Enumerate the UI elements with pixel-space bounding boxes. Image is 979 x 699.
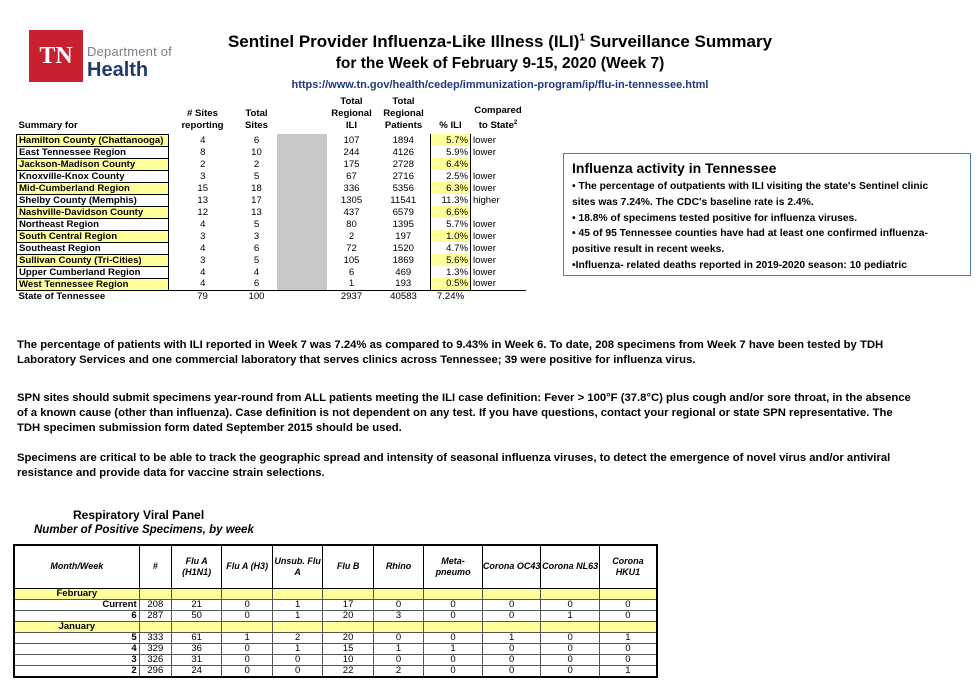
info-line: positive result in recent weeks. bbox=[572, 244, 725, 256]
rvp-month-blank bbox=[222, 588, 272, 599]
rvp-value-cell: 20 bbox=[323, 632, 373, 643]
rvp-month-blank bbox=[373, 588, 423, 599]
pct-ili: 6.3% bbox=[431, 182, 471, 194]
rvp-month-label: February bbox=[14, 588, 139, 599]
rvp-value-cell: 0 bbox=[541, 599, 600, 610]
tn-logo-mark: TN bbox=[29, 30, 83, 82]
total-sites: 5 bbox=[253, 170, 260, 182]
rvp-month-blank bbox=[323, 621, 373, 632]
rvp-week-label: Current bbox=[14, 599, 139, 610]
sites-reporting: 4 bbox=[200, 278, 206, 290]
rvp-value-cell: 10 bbox=[323, 654, 373, 665]
logo-health-text: Health bbox=[87, 59, 149, 81]
pct-ili: 1.0% bbox=[431, 230, 471, 242]
rvp-month-blank bbox=[171, 621, 221, 632]
gray-cell bbox=[277, 206, 327, 218]
pct-ili: 6.6% bbox=[431, 206, 471, 218]
regional-ili: 72 bbox=[346, 242, 357, 254]
region-name: West Tennessee Region bbox=[17, 278, 169, 290]
rvp-column-header: Corona OC43 bbox=[482, 545, 541, 588]
region-name: Shelby County (Memphis) bbox=[17, 194, 169, 206]
rvp-title: Respiratory Viral Panel bbox=[73, 508, 205, 522]
sites-reporting: 8 bbox=[200, 146, 206, 158]
rvp-month-row bbox=[14, 588, 657, 599]
tn-health-logo bbox=[29, 30, 189, 82]
regional-ili: 6 bbox=[348, 266, 355, 278]
rvp-value-cell: 1 bbox=[599, 665, 657, 677]
regional-patients: 1869 bbox=[392, 254, 414, 266]
pct-ili: 11.3% bbox=[431, 194, 471, 206]
rvp-value-cell: 22 bbox=[323, 665, 373, 677]
summary-row bbox=[17, 218, 526, 230]
sites-reporting: 4 bbox=[200, 242, 206, 254]
rvp-column-header: Month/Week bbox=[14, 545, 139, 588]
rvp-value-cell: 0 bbox=[541, 643, 600, 654]
rvp-value-cell: 61 bbox=[171, 632, 221, 643]
gray-cell bbox=[277, 158, 327, 170]
gray-cell bbox=[277, 242, 327, 254]
header-sites-reporting: # Sites reporting bbox=[181, 108, 224, 131]
ili-summary-table bbox=[16, 96, 526, 302]
rvp-month-blank bbox=[222, 621, 272, 632]
sites-reporting: 3 bbox=[200, 254, 206, 266]
rvp-week-row bbox=[14, 599, 657, 610]
gray-cell bbox=[277, 218, 327, 230]
regional-ili: 105 bbox=[343, 254, 360, 266]
state-name: State of Tennessee bbox=[17, 290, 169, 302]
rvp-value-cell: 1 bbox=[272, 643, 322, 654]
total-sites: 17 bbox=[251, 194, 262, 206]
summary-row bbox=[17, 230, 526, 242]
rvp-value-cell: 2 bbox=[373, 665, 423, 677]
rvp-value-cell: 17 bbox=[323, 599, 373, 610]
respiratory-viral-panel-table bbox=[13, 544, 658, 678]
rvp-value-cell: 20 bbox=[323, 610, 373, 621]
rvp-value-cell: 1 bbox=[424, 643, 483, 654]
rvp-header-row bbox=[14, 545, 657, 588]
compared-to-state: lower bbox=[471, 170, 526, 182]
rvp-value-cell: 0 bbox=[222, 643, 272, 654]
rvp-column-header: # bbox=[139, 545, 171, 588]
total-sites: 10 bbox=[251, 146, 262, 158]
total-sites: 18 bbox=[251, 182, 262, 194]
rvp-month-label: January bbox=[14, 621, 139, 632]
rvp-value-cell: 0 bbox=[373, 599, 423, 610]
region-name: Upper Cumberland Region bbox=[17, 266, 169, 278]
rvp-value-cell: 329 bbox=[139, 643, 171, 654]
rvp-value-cell: 50 bbox=[171, 610, 221, 621]
region-name: East Tennessee Region bbox=[17, 146, 169, 158]
influenza-activity-box bbox=[563, 153, 971, 276]
regional-ili: 80 bbox=[346, 218, 357, 230]
header-summary-for: Summary for bbox=[18, 119, 78, 131]
pct-ili: 4.7% bbox=[431, 242, 471, 254]
summary-row bbox=[17, 254, 526, 266]
rvp-month-blank bbox=[599, 588, 657, 599]
rvp-month-blank bbox=[373, 621, 423, 632]
regional-ili: 1 bbox=[348, 278, 355, 290]
rvp-value-cell: 0 bbox=[482, 599, 541, 610]
summary-row bbox=[17, 134, 526, 146]
region-name: Knoxville-Knox County bbox=[17, 170, 169, 182]
rvp-value-cell: 296 bbox=[139, 665, 171, 677]
regional-patients: 193 bbox=[395, 278, 412, 290]
pct-ili: 5.7% bbox=[431, 218, 471, 230]
total-sites: 13 bbox=[251, 206, 262, 218]
sites-reporting: 3 bbox=[200, 230, 206, 242]
region-name: South Central Region bbox=[17, 230, 169, 242]
rvp-month-blank bbox=[139, 621, 171, 632]
compared-to-state: lower bbox=[471, 242, 526, 254]
rvp-value-cell: 0 bbox=[599, 599, 657, 610]
rvp-week-row bbox=[14, 643, 657, 654]
rvp-month-blank bbox=[599, 621, 657, 632]
rvp-value-cell: 0 bbox=[373, 632, 423, 643]
rvp-value-cell: 1 bbox=[541, 610, 600, 621]
regional-patients: 1395 bbox=[392, 218, 414, 230]
rvp-value-cell: 0 bbox=[222, 599, 272, 610]
regional-patients: 197 bbox=[395, 230, 412, 242]
summary-row bbox=[17, 206, 526, 218]
rvp-value-cell: 0 bbox=[482, 643, 541, 654]
rvp-value-cell: 0 bbox=[222, 654, 272, 665]
rvp-value-cell: 0 bbox=[424, 599, 483, 610]
rvp-value-cell: 1 bbox=[599, 632, 657, 643]
rvp-subtitle: Number of Positive Specimens, by week bbox=[34, 524, 254, 536]
regional-ili: 67 bbox=[346, 170, 357, 182]
pct-ili: 6.4% bbox=[431, 158, 471, 170]
regional-patients: 5356 bbox=[392, 182, 414, 194]
total-sites: 6 bbox=[253, 278, 260, 290]
rvp-value-cell: 1 bbox=[482, 632, 541, 643]
rvp-value-cell: 0 bbox=[482, 610, 541, 621]
total-sites: 3 bbox=[253, 230, 260, 242]
rvp-column-header: Flu A (H3) bbox=[222, 545, 272, 588]
header-pct-ili: % ILI bbox=[439, 120, 462, 131]
sites-reporting: 4 bbox=[200, 266, 206, 278]
total-sites: 6 bbox=[253, 242, 260, 254]
rvp-column-header: Unsub. Flu A bbox=[272, 545, 322, 588]
rvp-value-cell: 0 bbox=[541, 654, 600, 665]
gray-cell bbox=[277, 194, 327, 206]
spn-specimen-paragraph: SPN sites should submit specimens year-round from ALL patients meeting the ILI case definition: Fever > 100°F (37.8°C) plus cough and/or sore throat, in the absence of a known cause (other than influenza). Case definition is not dependent on any test. If you have questions, contact your regional or state SPN representative. The TDH specimen submission form dated September 2015 should be used. bbox=[17, 392, 911, 434]
summary-row bbox=[17, 158, 526, 170]
page-subtitle: for the Week of February 9-15, 2020 (Week 7) bbox=[335, 55, 665, 72]
rvp-value-cell: 1 bbox=[272, 599, 322, 610]
rvp-column-header: Corona NL63 bbox=[541, 545, 600, 588]
regional-patients: 4126 bbox=[392, 146, 414, 158]
rvp-week-row bbox=[14, 654, 657, 665]
gray-cell bbox=[277, 278, 327, 290]
regional-patients: 11541 bbox=[390, 194, 417, 206]
gray-cell bbox=[277, 230, 327, 242]
compared-to-state bbox=[471, 206, 526, 218]
rvp-value-cell: 0 bbox=[599, 654, 657, 665]
rvp-value-cell: 0 bbox=[482, 665, 541, 677]
page-title bbox=[210, 32, 790, 52]
gray-cell bbox=[277, 266, 327, 278]
header-total-patients: Total Regional Patients bbox=[383, 96, 424, 131]
compared-to-state: higher bbox=[471, 194, 526, 206]
rvp-value-cell: 287 bbox=[139, 610, 171, 621]
total-sites: 2 bbox=[253, 158, 260, 170]
title-main: Sentinel Provider Influenza-Like Illness (ILI) bbox=[227, 32, 580, 51]
regional-patients: 1520 bbox=[392, 242, 414, 254]
rvp-value-cell: 1 bbox=[373, 643, 423, 654]
pct-ili: 5.6% bbox=[431, 254, 471, 266]
rvp-value-cell: 21 bbox=[171, 599, 221, 610]
compared-to-state: lower bbox=[471, 254, 526, 266]
rvp-value-cell: 0 bbox=[424, 632, 483, 643]
header-compared bbox=[471, 96, 526, 134]
header-compared-footnote: 2 bbox=[513, 119, 518, 126]
summary-header-row bbox=[17, 96, 526, 134]
regional-patients: 6579 bbox=[392, 206, 414, 218]
compared-to-state: lower bbox=[471, 278, 526, 290]
region-name: Nashville-Davidson County bbox=[17, 206, 169, 218]
regional-ili: 336 bbox=[343, 182, 360, 194]
rvp-value-cell: 0 bbox=[541, 665, 600, 677]
summary-row bbox=[17, 266, 526, 278]
rvp-column-header: Meta-pneumo bbox=[424, 545, 483, 588]
rvp-column-header: Corona HKU1 bbox=[599, 545, 657, 588]
region-name: Jackson-Madison County bbox=[17, 158, 169, 170]
sites-reporting: 15 bbox=[197, 182, 209, 194]
summary-row bbox=[17, 278, 526, 290]
rvp-month-blank bbox=[424, 621, 483, 632]
specimen-importance-paragraph: Specimens are critical to be able to track the geographic spread and intensity of seasonal influenza viruses, to detect the emergence of novel virus and/or antiviral resistance and provide data for vaccine strain selections. bbox=[17, 452, 891, 479]
rvp-value-cell: 333 bbox=[139, 632, 171, 643]
regional-ili: 437 bbox=[343, 206, 360, 218]
rvp-value-cell: 0 bbox=[373, 654, 423, 665]
sites-reporting: 4 bbox=[200, 218, 206, 230]
source-url-link[interactable]: https://www.tn.gov/health/cedep/immunization-program/ip/flu-in-tennessee.html bbox=[291, 79, 709, 91]
sites-reporting: 13 bbox=[197, 194, 209, 206]
rvp-month-blank bbox=[139, 588, 171, 599]
gray-cell bbox=[277, 170, 327, 182]
state-sites-reporting: 79 bbox=[169, 290, 237, 302]
rvp-month-blank bbox=[272, 621, 322, 632]
rvp-column-header: Flu B bbox=[323, 545, 373, 588]
rvp-week-row bbox=[14, 665, 657, 677]
sites-reporting: 2 bbox=[200, 158, 206, 170]
pct-ili: 5.7% bbox=[431, 134, 471, 146]
state-pct-ili: 7.24% bbox=[431, 290, 471, 302]
rvp-week-row bbox=[14, 610, 657, 621]
rvp-week-row bbox=[14, 632, 657, 643]
gray-cell bbox=[277, 254, 327, 266]
regional-ili: 2 bbox=[348, 230, 355, 242]
title-rest: Surveillance Summary bbox=[584, 32, 773, 51]
pct-ili: 2.5% bbox=[431, 170, 471, 182]
rvp-value-cell: 0 bbox=[424, 654, 483, 665]
info-line: •Influenza- related deaths reported in 2019-2020 season: 10 pediatric bbox=[572, 259, 907, 271]
rvp-column-header: Flu A (H1N1) bbox=[171, 545, 221, 588]
gray-cell bbox=[277, 182, 327, 194]
regional-ili: 107 bbox=[343, 134, 360, 146]
regional-patients: 1894 bbox=[392, 134, 414, 146]
regional-ili: 244 bbox=[343, 146, 360, 158]
logo-department-text: Department of bbox=[87, 44, 172, 59]
summary-row bbox=[17, 194, 526, 206]
compared-to-state: lower bbox=[471, 182, 526, 194]
rvp-value-cell: 208 bbox=[139, 599, 171, 610]
total-sites: 6 bbox=[253, 134, 260, 146]
rvp-column-header: Rhino bbox=[373, 545, 423, 588]
rvp-value-cell: 0 bbox=[482, 654, 541, 665]
rvp-value-cell: 24 bbox=[171, 665, 221, 677]
rvp-value-cell: 2 bbox=[272, 632, 322, 643]
rvp-month-blank bbox=[323, 588, 373, 599]
pct-ili: 1.3% bbox=[431, 266, 471, 278]
gray-cell bbox=[277, 146, 327, 158]
rvp-value-cell: 0 bbox=[272, 665, 322, 677]
header-total-ili: Total Regional ILI bbox=[331, 96, 372, 131]
region-name: Mid-Cumberland Region bbox=[17, 182, 169, 194]
sites-reporting: 12 bbox=[197, 206, 209, 218]
rvp-value-cell: 1 bbox=[222, 632, 272, 643]
region-name: Hamilton County (Chattanooga) bbox=[17, 134, 169, 146]
regional-patients: 469 bbox=[395, 266, 412, 278]
total-sites: 5 bbox=[253, 218, 260, 230]
rvp-week-label: 6 bbox=[14, 610, 139, 621]
rvp-month-blank bbox=[272, 588, 322, 599]
rvp-month-blank bbox=[541, 621, 600, 632]
region-name: Northeast Region bbox=[17, 218, 169, 230]
summary-row bbox=[17, 146, 526, 158]
info-line: sites was 7.24%. The CDC's baseline rate is 2.4%. bbox=[572, 196, 814, 208]
regional-patients: 2716 bbox=[392, 170, 414, 182]
compared-to-state: lower bbox=[471, 146, 526, 158]
regional-ili: 175 bbox=[343, 158, 360, 170]
compared-to-state: lower bbox=[471, 218, 526, 230]
rvp-value-cell: 3 bbox=[373, 610, 423, 621]
info-line: • 18.8% of specimens tested positive for influenza viruses. bbox=[572, 212, 858, 224]
gray-cell bbox=[277, 134, 327, 146]
header-gray-spacer bbox=[277, 96, 327, 134]
rvp-value-cell: 0 bbox=[541, 632, 600, 643]
region-name: Sullivan County (Tri-Cities) bbox=[17, 254, 169, 266]
rvp-value-cell: 0 bbox=[222, 665, 272, 677]
info-line: • The percentage of outpatients with ILI visiting the state's Sentinel clinic bbox=[572, 181, 929, 192]
rvp-value-cell: 0 bbox=[424, 665, 483, 677]
pct-ili: 5.9% bbox=[431, 146, 471, 158]
rvp-value-cell: 0 bbox=[599, 643, 657, 654]
rvp-value-cell: 0 bbox=[222, 610, 272, 621]
pct-ili: 0.5% bbox=[431, 278, 471, 290]
sites-reporting: 4 bbox=[200, 134, 206, 146]
rvp-value-cell: 36 bbox=[171, 643, 221, 654]
region-name: Southeast Region bbox=[17, 242, 169, 254]
rvp-month-blank bbox=[424, 588, 483, 599]
info-box-title: Influenza activity in Tennessee bbox=[572, 160, 777, 176]
rvp-month-blank bbox=[171, 588, 221, 599]
state-compared-blank bbox=[471, 290, 526, 302]
summary-row bbox=[17, 242, 526, 254]
state-blank bbox=[277, 290, 327, 302]
compared-to-state: lower bbox=[471, 266, 526, 278]
regional-ili: 1305 bbox=[340, 194, 363, 206]
compared-to-state bbox=[471, 158, 526, 170]
rvp-month-blank bbox=[482, 621, 541, 632]
sites-reporting: 3 bbox=[200, 170, 206, 182]
compared-to-state: lower bbox=[471, 230, 526, 242]
state-total-row bbox=[17, 290, 526, 302]
rvp-value-cell: 0 bbox=[272, 654, 322, 665]
regional-patients: 2728 bbox=[392, 158, 414, 170]
summary-row bbox=[17, 170, 526, 182]
rvp-value-cell: 15 bbox=[323, 643, 373, 654]
rvp-week-label: 2 bbox=[14, 665, 139, 677]
header-compared-label: Compared to State bbox=[474, 104, 522, 131]
rvp-week-label: 5 bbox=[14, 632, 139, 643]
rvp-month-blank bbox=[541, 588, 600, 599]
ili-percentage-paragraph: The percentage of patients with ILI reported in Week 7 was 7.24% as compared to 9.43% in Week 6. To date, 208 specimens from Week 7 have been tested by TDH Laboratory Services and one commercial laboratory that serves clinics across Tennessee; 39 were positive for influenza virus. bbox=[17, 339, 884, 366]
state-patients: 40583 bbox=[377, 290, 431, 302]
rvp-month-blank bbox=[482, 588, 541, 599]
state-ili: 2937 bbox=[327, 290, 377, 302]
rvp-value-cell: 326 bbox=[139, 654, 171, 665]
summary-row bbox=[17, 182, 526, 194]
rvp-value-cell: 1 bbox=[272, 610, 322, 621]
total-sites: 5 bbox=[253, 254, 260, 266]
total-sites: 4 bbox=[253, 266, 260, 278]
rvp-week-label: 3 bbox=[14, 654, 139, 665]
header-total-sites: Total Sites bbox=[245, 108, 268, 131]
rvp-value-cell: 0 bbox=[424, 610, 483, 621]
rvp-value-cell: 0 bbox=[599, 610, 657, 621]
title-footnote: 1 bbox=[579, 32, 585, 44]
rvp-value-cell: 31 bbox=[171, 654, 221, 665]
rvp-week-label: 4 bbox=[14, 643, 139, 654]
compared-to-state: lower bbox=[471, 134, 526, 146]
state-total-sites: 100 bbox=[237, 290, 277, 302]
rvp-month-row bbox=[14, 621, 657, 632]
info-line: • 45 of 95 Tennessee counties have had at least one confirmed influenza- bbox=[572, 228, 928, 240]
